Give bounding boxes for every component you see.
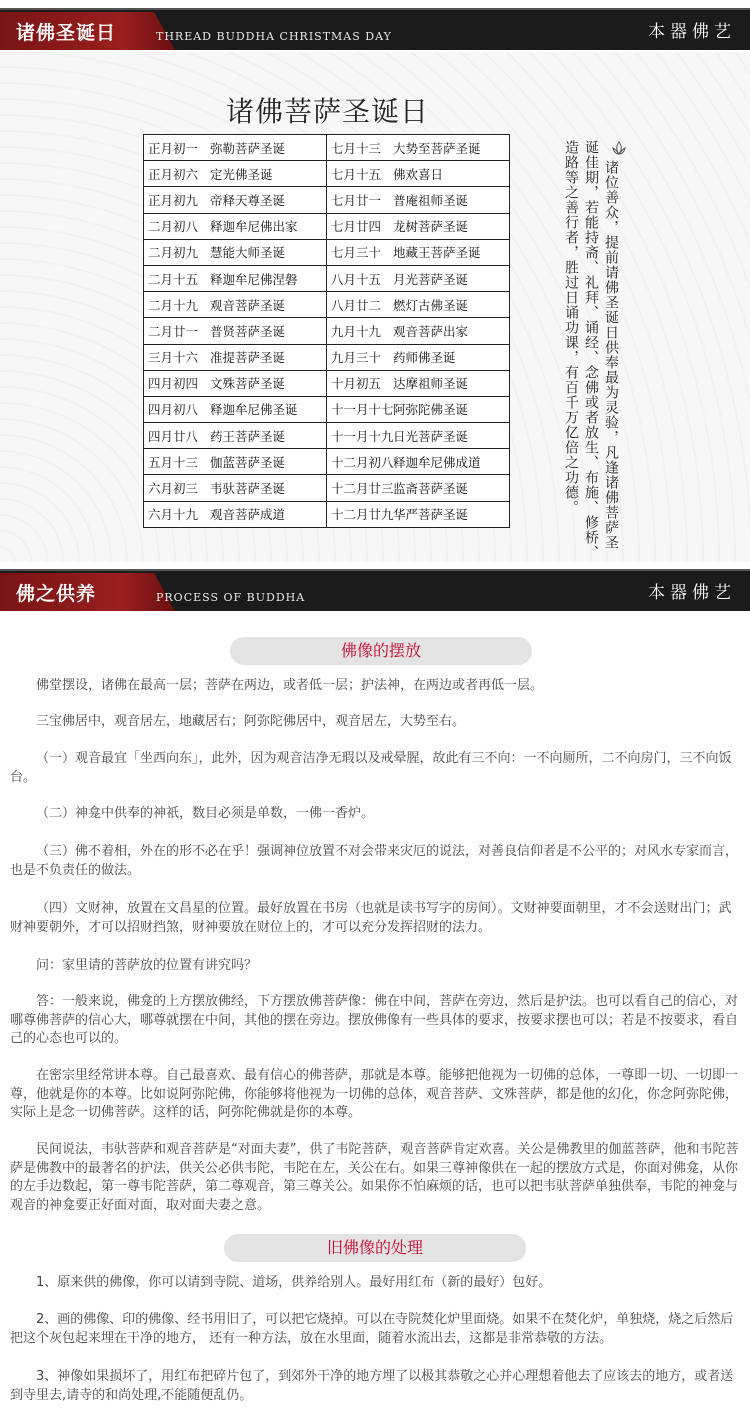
- calendar-row: [144, 423, 510, 449]
- calendar-cell: [144, 370, 327, 396]
- banner-subtitle: THREAD BUDDHA CHRISTMAS DAY: [156, 30, 392, 43]
- calendar-event: 普庵祖师圣诞: [393, 192, 469, 208]
- calendar-row: [144, 187, 510, 213]
- calendar-date: 六月十九: [148, 507, 199, 523]
- calendar-row: [144, 370, 510, 396]
- paragraph: （三）佛不着相，外在的形不必在乎！强调神位放置不对会带来灾厄的说法，对善良信仰者是不公平的；对风水专家而言，也是不负责任的做法。: [10, 844, 739, 878]
- calendar-cell: [327, 161, 510, 187]
- calendar-event: 观音菩萨圣诞: [210, 297, 286, 313]
- vertical-text-line-1: 诸位善众，提前请佛圣诞日供奉最为灵验，凡逢诸佛菩萨圣: [603, 160, 619, 550]
- calendar-date: 七月十三: [331, 140, 382, 156]
- calendar-event: 达摩祖师圣诞: [393, 376, 469, 392]
- calendar-cell: [144, 187, 327, 213]
- calendar-event: 燃灯古佛圣诞: [393, 297, 469, 313]
- calendar-date: 二月初八: [148, 219, 199, 235]
- paragraph: 答：一般来说，佛龛的上方摆放佛经，下方摆放佛菩萨像：佛在中间，菩萨在旁边，然后是护法。也可以看自己的信心，对哪尊佛菩萨的信心大，哪尊就摆在中间，其他的摆在旁边。摆放佛像有一些具体的要求，按要求摆也可以；若是不按要求，看自己的心态也可以的。: [10, 994, 739, 1046]
- calendar-row: [144, 318, 510, 344]
- banner-stripe: [0, 8, 750, 10]
- paragraph: 在密宗里经常讲本尊。自己最喜欢、最有信心的佛菩萨，那就是本尊。能够把他视为一切佛的总体，一尊即一切、一切即一尊，他就是你的本尊。比如说阿弥陀佛，你能够将他视为一切佛的总体，观音菩萨、文殊菩萨，都是他的幻化，你念阿弥陀佛，实际上是念一切佛菩萨。这样的话，阿弥陀佛就是你的本尊。: [10, 1068, 739, 1120]
- calendar-row: [144, 292, 510, 318]
- calendar-date: 五月十三: [148, 454, 199, 470]
- calendar-event: 观音菩萨出家: [393, 323, 469, 339]
- offering-section: [0, 611, 750, 1421]
- calendar-title: 诸佛菩萨圣诞日: [225, 95, 429, 128]
- calendar-row: [144, 449, 510, 475]
- banner-subtitle: PROCESS OF BUDDHA: [156, 591, 306, 604]
- calendar-event: 文殊菩萨圣诞: [210, 376, 286, 392]
- calendar-row: [144, 265, 510, 291]
- calendar-cell: [144, 135, 327, 161]
- calendar-cell: [144, 396, 327, 422]
- calendar-cell: [327, 396, 510, 422]
- calendar-cell: [327, 344, 510, 370]
- calendar-date: 正月初九: [148, 192, 199, 208]
- calendar-event: 阿弥陀佛圣诞: [393, 402, 469, 418]
- calendar-cell: [327, 475, 510, 501]
- calendar-row: [144, 161, 510, 187]
- paragraph: （一）观音最宜「坐西向东」，此外，因为观音洁净无瑕以及戒晕腥，故此有三不向：一不向厕所，二不向房门，三不向饭台。: [10, 751, 732, 785]
- banner-title: 诸佛圣诞日: [16, 22, 117, 44]
- holy-days-section: [0, 52, 750, 562]
- paragraph: 3、神像如果损坏了，用红布把碎片包了，到郊外干净的地方埋了以极其恭敬之心并心理想着他去了应该去的地方，或者送到寺里去,请寺的和尚处理,不能随便乱仍。: [10, 1369, 734, 1403]
- calendar-event: 韦驮菩萨圣诞: [210, 481, 286, 497]
- calendar-date: 二月廿一: [148, 323, 199, 339]
- calendar-row: [144, 239, 510, 265]
- calendar-cell: [327, 423, 510, 449]
- calendar-cell: [144, 475, 327, 501]
- holy-days-table: [143, 134, 510, 528]
- calendar-event: 伽蓝菩萨圣诞: [210, 454, 286, 470]
- calendar-cell: [144, 292, 327, 318]
- calendar-date: 二月十五: [148, 271, 199, 287]
- calendar-date: 四月廿八: [148, 428, 199, 444]
- banner-title: 佛之供养: [16, 583, 97, 605]
- calendar-cell: [327, 370, 510, 396]
- calendar-date: 十一月十九: [331, 428, 394, 444]
- calendar-event: 月光菩萨圣诞: [393, 271, 469, 287]
- paragraph: 1、原来供的佛像，你可以请到寺院、道场，供养给别人。最好用红布（新的最好）包好。: [36, 1275, 552, 1290]
- calendar-date: 六月初三: [148, 481, 199, 497]
- calendar-event: 准提菩萨圣诞: [210, 350, 286, 366]
- paragraph: 三宝佛居中，观音居左，地藏居右；阿弥陀佛居中，观音居左，大势至右。: [36, 714, 466, 729]
- calendar-event: 普贤菩萨圣诞: [210, 323, 286, 339]
- calendar-event: 弥勒菩萨圣诞: [210, 140, 286, 156]
- calendar-date: 十二月廿九: [331, 507, 394, 523]
- calendar-event: 释迦牟尼佛成道: [393, 454, 481, 470]
- paragraph: 民间说法，韦驮菩萨和观音菩萨是“对面夫妻”，供了韦陀菩萨，观音菩萨肯定欢喜。关公是佛教里的伽蓝菩萨，他和韦陀菩萨是佛教中的最著名的护法，供关公必供韦陀，韦陀在左，关公在右。如果三尊神像供在一起的摆放方式是，你面对佛龛，从你的左手边数起，第一尊韦陀菩萨，第二尊观音，第三尊关公。如果你不怕麻烦的话，也可以把韦驮菩萨单独供奉，韦陀的神龛与观音的神龛要正好面对面，取对面夫妻之意。: [10, 1142, 739, 1213]
- calendar-cell: [144, 265, 327, 291]
- calendar-event: 监斋菩萨圣诞: [393, 481, 469, 497]
- calendar-event: 日光菩萨圣诞: [393, 428, 469, 444]
- calendar-event: 释迦牟尼佛出家: [210, 219, 298, 235]
- calendar-cell: [144, 239, 327, 265]
- calendar-event: 定光佛圣诞: [210, 166, 273, 182]
- calendar-date: 七月十五: [331, 166, 382, 182]
- calendar-row: [144, 344, 510, 370]
- calendar-cell: [144, 161, 327, 187]
- calendar-date: 七月廿四: [331, 219, 382, 235]
- calendar-row: [144, 396, 510, 422]
- calendar-row: [144, 501, 510, 527]
- calendar-date: 二月十九: [148, 297, 199, 313]
- calendar-event: 释迦牟尼佛圣诞: [210, 402, 298, 418]
- calendar-date: 七月廿一: [331, 192, 382, 208]
- paragraph: 佛堂摆设，诸佛在最高一层；菩萨在两边，或者低一层；护法神，在两边或者再低一层。: [36, 678, 544, 693]
- calendar-date: 九月十九: [331, 323, 382, 339]
- calendar-date: 二月初九: [148, 245, 199, 261]
- paragraph: （二）神龛中供奉的神祇，数目必须是单数，一佛一香炉。: [36, 806, 375, 821]
- calendar-cell: [144, 423, 327, 449]
- calendar-event: 观音菩萨成道: [210, 507, 286, 523]
- calendar-cell: [327, 292, 510, 318]
- calendar-cell: [327, 135, 510, 161]
- vertical-text-line-2: 诞佳期，若能持斋、礼拜、诵经、念佛或者放生、布施、修桥、: [583, 140, 599, 560]
- calendar-cell: [144, 213, 327, 239]
- calendar-date: 十二月廿三: [331, 481, 394, 497]
- calendar-event: 药王菩萨圣诞: [210, 428, 286, 444]
- banner-stripe: [0, 569, 750, 571]
- calendar-cell: [144, 318, 327, 344]
- calendar-cell: [327, 265, 510, 291]
- calendar-row: [144, 475, 510, 501]
- calendar-event: 药师佛圣诞: [393, 350, 456, 366]
- calendar-date: 十二月初八: [331, 454, 394, 470]
- calendar-row: [144, 213, 510, 239]
- calendar-event: 慧能大师圣诞: [210, 245, 286, 261]
- calendar-cell: [327, 501, 510, 527]
- calendar-cell: [144, 501, 327, 527]
- calendar-date: 四月初四: [148, 376, 199, 392]
- vertical-text-line-3: 造路等之善行者，胜过日诵功课，有百千万亿倍之功德。: [563, 140, 579, 515]
- calendar-event: 佛欢喜日: [393, 166, 444, 182]
- calendar-event: 帝释天尊圣诞: [210, 192, 286, 208]
- calendar-row: [144, 135, 510, 161]
- calendar-event: 地藏王菩萨圣诞: [393, 245, 481, 261]
- calendar-date: 正月初一: [148, 140, 199, 156]
- calendar-event: 龙树菩萨圣诞: [393, 219, 469, 235]
- calendar-event: 华严菩萨圣诞: [393, 507, 469, 523]
- paragraph: 问：家里请的菩萨放的位置有讲究吗？: [36, 958, 258, 973]
- paragraph: （四）文财神，放置在文昌星的位置。最好放置在书房（也就是读书写字的房间）。文财神要面朝里，才不会送财出门；武财神要朝外，才可以招财挡煞，财神要放在财位上的，才可以充分发挥招财的法力。: [10, 901, 732, 935]
- brand-logo: 本器佛艺: [648, 583, 736, 603]
- calendar-date: 十一月十七: [331, 402, 394, 418]
- calendar-cell: [327, 239, 510, 265]
- calendar-cell: [327, 187, 510, 213]
- calendar-date: 八月廿二: [331, 297, 382, 313]
- calendar-date: 四月初八: [148, 402, 199, 418]
- calendar-event: 释迦牟尼佛涅磐: [210, 271, 298, 287]
- calendar-date: 十月初五: [331, 376, 382, 392]
- calendar-date: 七月三十: [331, 245, 382, 261]
- section-banner-holy-days: [0, 8, 750, 50]
- calendar-cell: [144, 449, 327, 475]
- heading-placement: 佛像的摆放: [230, 637, 532, 665]
- heading-old-statues: 旧佛像的处理: [224, 1234, 526, 1262]
- calendar-date: 正月初六: [148, 166, 199, 182]
- calendar-cell: [327, 213, 510, 239]
- section-banner-offering: [0, 569, 750, 611]
- calendar-cell: [144, 344, 327, 370]
- paragraph: 2、画的佛像、印的佛像、经书用旧了，可以把它烧掉。可以在寺院焚化炉里面烧。如果不在焚化炉，单独烧，烧之后然后把这个灰包起来埋在干净的地方， 还有一种方法，放在水里面，随着水流出去，这都是非常恭敬的方法。: [10, 1312, 734, 1346]
- calendar-cell: [327, 449, 510, 475]
- calendar-date: 九月三十: [331, 350, 382, 366]
- calendar-event: 大势至菩萨圣诞: [393, 140, 481, 156]
- lotus-icon: [610, 140, 628, 158]
- brand-logo: 本器佛艺: [648, 22, 736, 42]
- calendar-date: 八月十五: [331, 271, 382, 287]
- calendar-date: 三月十六: [148, 350, 199, 366]
- calendar-cell: [327, 318, 510, 344]
